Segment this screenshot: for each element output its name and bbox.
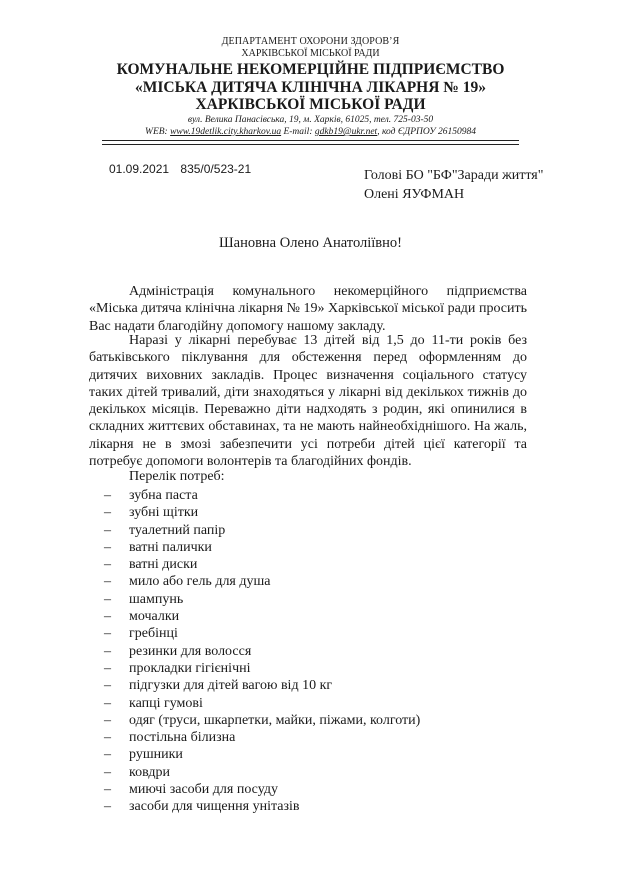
list-dash: – xyxy=(104,678,111,694)
list-item-text: капці гумові xyxy=(129,695,203,711)
list-item-text: резинки для волосся xyxy=(129,643,252,659)
list-item-text: мочалки xyxy=(129,609,180,625)
paragraph-text: Адміністрація комунального некомерційного підприємства «Міська дитяча клінічна лікарня № 19» Харківської міської ради просить Вас надати благодійну допомогу нашому закладу. xyxy=(89,284,527,334)
header-divider-thin xyxy=(102,144,519,145)
list-dash: – xyxy=(104,557,111,573)
list-item-text: гребінці xyxy=(129,626,178,642)
list-item-text: прокладки гігієнічні xyxy=(129,660,251,676)
salutation: Шановна Олено Анатоліївно! xyxy=(219,235,402,251)
department-name: ДЕПАРТАМЕНТ ОХОРОНИ ЗДОРОВ’Я xyxy=(221,36,400,47)
paragraph-text: Наразі у лікарні перебуває 13 дітей від 1,5 до 11-ти років без батьківського піклування для обстеження перед оформленням до дитячих виховних закладів. Процес визначення соціального статусу таких дітей тривалий, діти знаходяться у лікарні від декількох тижнів до декількох місяців. Переважно діти надходять з родин, які опинилися в складних життєвих обставинах, та не мають найнеобхіднішого. На жаль, лікарня не в змозі забезпечити усі потреби дітей цієї категорії та потребує допомоги волонтерів та благодійних фондів. xyxy=(89,333,527,470)
letter-number: 835/0/523-21 xyxy=(180,162,252,176)
list-item-text: шампунь xyxy=(129,591,184,607)
letter-date: 01.09.2021 xyxy=(109,162,170,176)
org-address: вул. Велика Панасівська, 19, м. Харків, 61025, тел. 725-03-50 xyxy=(187,115,434,125)
list-dash: – xyxy=(104,539,111,555)
list-dash: – xyxy=(104,522,111,538)
outgoing-registration xyxy=(109,162,251,176)
list-item-text: підгузки для дітей вагою від 10 кг xyxy=(129,678,333,694)
list-dash: – xyxy=(104,626,111,642)
list-item-text: зубні щітки xyxy=(129,505,199,521)
list-dash: – xyxy=(104,712,111,728)
list-dash: – xyxy=(104,730,111,746)
website-link[interactable]: www.19detlik.city.kharkov.ua xyxy=(170,127,282,137)
list-dash: – xyxy=(104,574,111,590)
list-item-text: ковдри xyxy=(129,764,170,780)
org-name-line2: «МІСЬКА ДИТЯЧА КЛІНІЧНА ЛІКАРНЯ № 19» xyxy=(135,79,486,96)
list-dash: – xyxy=(104,764,111,780)
list-item-text: ватні диски xyxy=(129,557,198,573)
recipient-position: Голові БО "БФ"Заради життя" xyxy=(364,168,544,183)
list-item-text: рушники xyxy=(129,747,183,763)
paragraph-situation xyxy=(89,332,527,470)
edrpou-code: , код ЄДРПОУ 26150984 xyxy=(377,127,476,137)
org-name-line1: КОМУНАЛЬНЕ НЕКОМЕРЦІЙНЕ ПІДПРИЄМСТВО xyxy=(116,61,505,78)
council-name: ХАРКІВСЬКОЇ МІСЬКОЇ РАДИ xyxy=(241,48,380,59)
list-dash: – xyxy=(104,747,111,763)
email-label: E-mail: xyxy=(283,127,313,137)
org-name-line3: ХАРКІВСЬКОЇ МІСЬКОЇ РАДИ xyxy=(195,96,426,113)
email-link[interactable]: gdkb19@ukr.net xyxy=(314,127,378,137)
header-divider-thick xyxy=(102,140,519,141)
web-label: WEB: xyxy=(145,127,168,137)
list-dash: – xyxy=(104,782,111,798)
list-dash: – xyxy=(104,591,111,607)
list-item-text: мило або гель для душа xyxy=(129,574,271,590)
list-dash: – xyxy=(104,488,111,503)
list-item-text: миючі засоби для посуду xyxy=(129,782,278,798)
list-dash: – xyxy=(104,695,111,711)
list-dash: – xyxy=(104,660,111,676)
list-item-text: засоби для чищення унітазів xyxy=(129,799,300,815)
needs-list-title: Перелік потреб: xyxy=(129,469,225,484)
list-dash: – xyxy=(104,643,111,659)
list-item-text: зубна паста xyxy=(129,488,198,503)
list-dash: – xyxy=(104,505,111,521)
paragraph-request xyxy=(89,283,527,335)
recipient-name: Олені ЯУФМАН xyxy=(364,187,465,202)
list-dash: – xyxy=(104,609,111,625)
list-item-text: ватні палички xyxy=(129,539,212,555)
list-item-text: одяг (труси, шкарпетки, майки, піжами, колготи) xyxy=(129,712,421,728)
list-item-text: постільна білизна xyxy=(129,730,236,746)
list-dash: – xyxy=(104,799,111,815)
list-item-text: туалетний папір xyxy=(129,522,226,538)
org-contacts xyxy=(0,126,621,138)
